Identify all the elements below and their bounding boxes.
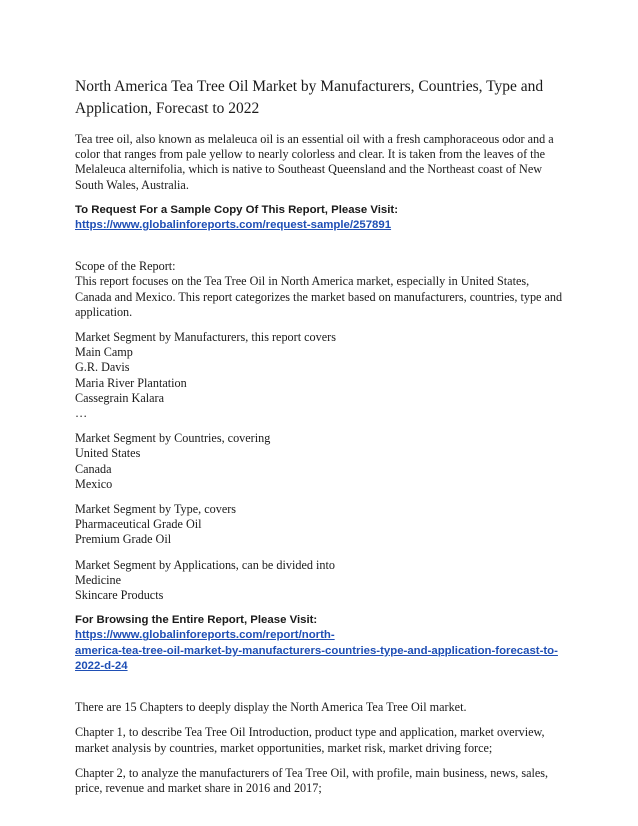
list-item: Pharmaceutical Grade Oil [75, 517, 202, 532]
intro-paragraph [75, 132, 565, 193]
segment-heading: Market Segment by Manufacturers, this report covers [75, 330, 336, 345]
browse-report-label: For Browsing the Entire Report, Please Visit: [75, 614, 318, 627]
browse-report-link-continued[interactable]: america-tea-tree-oil-market-by-manufacturers-countries-type-and-application-forecast-to-2022-d-24 [75, 644, 558, 672]
segment-heading: Market Segment by Countries, covering [75, 431, 271, 446]
countries-segment [75, 431, 565, 492]
list-item: United States [75, 446, 141, 461]
browse-report-block [75, 613, 565, 674]
sample-request-link[interactable]: https://www.globalinforeports.com/request-sample/257891 [75, 219, 392, 232]
scope-line: Canada and Mexico. This report categorizes the market based on manufacturers, countries, type and [75, 289, 563, 304]
segment-heading: Market Segment by Type, covers [75, 502, 237, 517]
scope-line: application. [75, 304, 133, 319]
list-item: Mexico [75, 476, 113, 491]
chapter-2-paragraph [75, 766, 565, 796]
list-item: Canada [75, 461, 112, 476]
manufacturers-segment [75, 330, 565, 421]
chapters-intro: There are 15 Chapters to deeply display the North America Tea Tree Oil market. [75, 700, 467, 715]
report-title [75, 76, 565, 120]
browse-report-link[interactable]: https://www.globalinforeports.com/report/north- [75, 629, 335, 642]
list-item: Medicine [75, 572, 122, 587]
intro-line: South Wales, Australia. [75, 177, 189, 192]
intro-line: Tea tree oil, also known as melaleuca oil is an essential oil with a fresh camphoraceous odor and a [75, 132, 554, 146]
sample-request-block [75, 203, 565, 233]
sample-request-label: To Request For a Sample Copy Of This Report, Please Visit: [75, 203, 399, 216]
list-item: Premium Grade Oil [75, 532, 172, 547]
intro-line: color that ranges from pale yellow to nearly colorless and clear. It is taken from the leaves of the [75, 147, 546, 162]
applications-segment [75, 558, 565, 604]
list-item: … [75, 406, 88, 421]
title-line: Application, Forecast to 2022 [75, 100, 260, 117]
scope-line: This report focuses on the Tea Tree Oil in North America market, especially in United States, [75, 274, 530, 289]
scope-line: Scope of the Report: [75, 259, 176, 274]
chapter-line: Chapter 1, to describe Tea Tree Oil Introduction, product type and application, market overview, [75, 725, 545, 740]
list-item: Maria River Plantation [75, 375, 187, 390]
intro-line: Melaleuca alternifolia, which is native to Southeast Queensland and the Northeast coast of New [75, 162, 543, 177]
list-item: G.R. Davis [75, 360, 130, 375]
title-line: North America Tea Tree Oil Market by Manufacturers, Countries, Type and [75, 78, 544, 95]
types-segment [75, 502, 565, 548]
list-item: Main Camp [75, 345, 133, 360]
document-content [75, 76, 565, 796]
segment-heading: Market Segment by Applications, can be divided into [75, 557, 335, 572]
list-item: Skincare Products [75, 588, 164, 603]
chapter-line: price, revenue and market share in 2016 and 2017; [75, 780, 322, 795]
chapter-line: Chapter 2, to analyze the manufacturers of Tea Tree Oil, with profile, main business, news, sales, [75, 765, 549, 780]
scope-paragraph [75, 259, 565, 320]
chapter-line: market analysis by countries, market opportunities, market risk, market driving force; [75, 740, 493, 755]
chapter-1-paragraph [75, 725, 565, 755]
list-item: Cassegrain Kalara [75, 390, 164, 405]
